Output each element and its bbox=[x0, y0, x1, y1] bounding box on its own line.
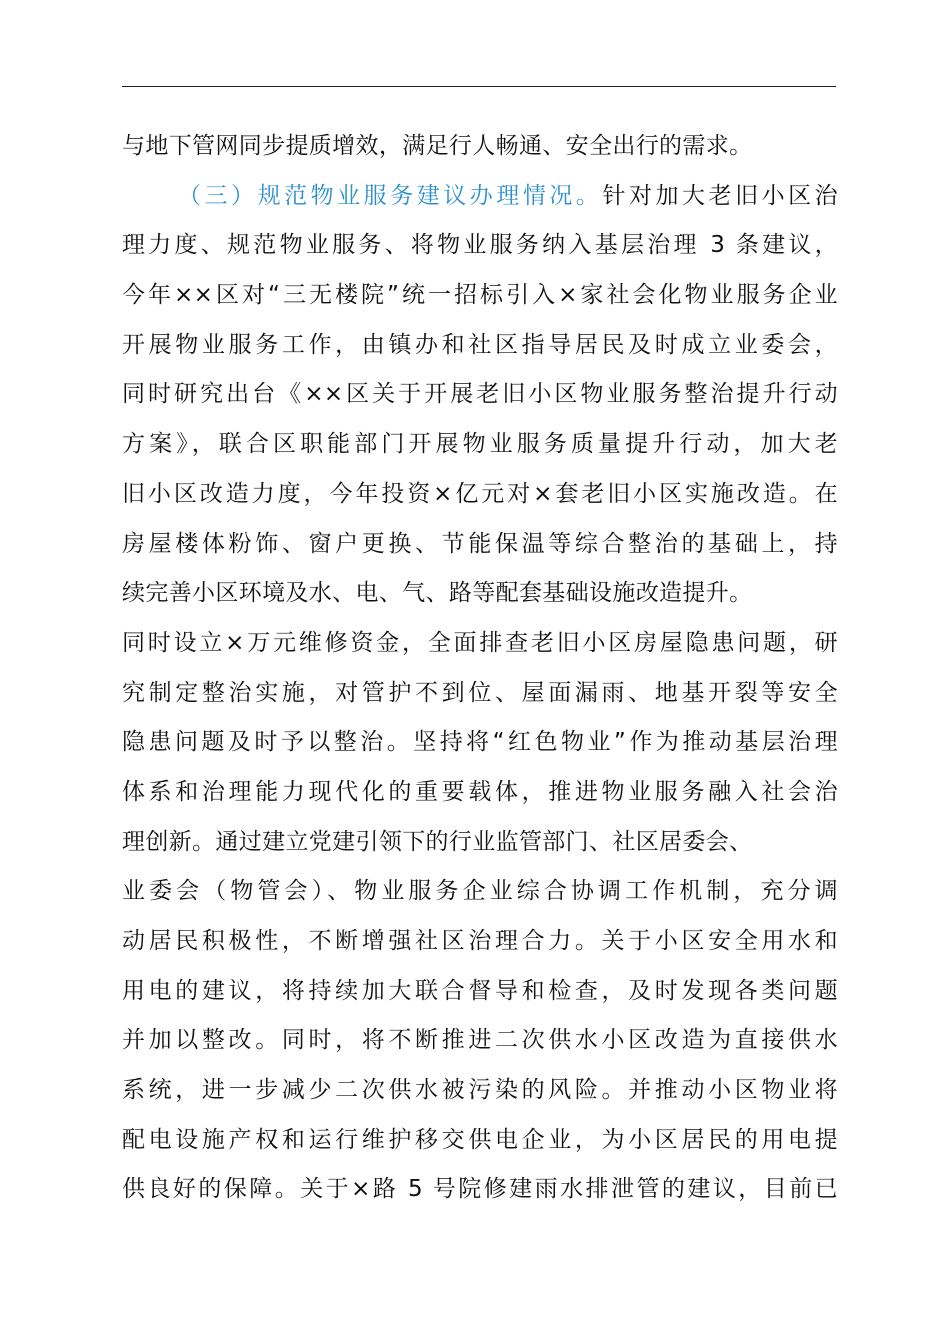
text-line-fragment: 针对加大老旧小区治 bbox=[602, 182, 838, 209]
text-line: 与地下管网同步提质增效，满足行人畅通、安全出行的需求。 bbox=[122, 133, 753, 159]
text-line: 房屋楼体粉饰、窗户更换、节能保温等综合整治的基础上，持 bbox=[122, 530, 838, 557]
text-line: 配电设施产权和运行维护移交供电企业，为小区居民的用电提 bbox=[122, 1126, 838, 1153]
text-line: 今年××区对“三无楼院”统一招标引入×家社会化物业服务企业 bbox=[122, 282, 838, 309]
text-line: 续完善小区环境及水、电、气、路等配套基础设施改造提升。 bbox=[122, 580, 753, 607]
text-line: 究制定整治实施，对管护不到位、屋面漏雨、地基开裂等安全 bbox=[122, 679, 838, 706]
text-line: 隐患问题及时予以整治。坚持将“红色物业”作为推动基层治理 bbox=[122, 729, 838, 756]
text-line: 理力度、规范物业服务、将物业服务纳入基层治理 3 条建议， bbox=[122, 232, 838, 259]
text-line: 系统，进一步减少二次供水被污染的风险。并推动小区物业将 bbox=[122, 1077, 838, 1104]
text-line: 方案》，联合区职能部门开展物业服务质量提升行动，加大老 bbox=[122, 431, 838, 458]
text-line: 同时设立×万元维修资金，全面排查老旧小区房屋隐患问题，研 bbox=[122, 629, 838, 656]
text-line: 并加以整改。同时，将不断推进二次供水小区改造为直接供水 bbox=[122, 1027, 838, 1054]
text-line: 旧小区改造力度，今年投资×亿元对×套老旧小区实施改造。在 bbox=[122, 480, 838, 507]
text-line: 体系和治理能力现代化的重要载体，推进物业服务融入社会治 bbox=[122, 778, 838, 805]
text-line: 用电的建议，将持续加大联合督导和检查，及时发现各类问题 bbox=[122, 977, 838, 1004]
text-line: 开展物业服务工作，由镇办和社区指导居民及时成立业委会， bbox=[122, 331, 838, 358]
body-text bbox=[122, 122, 838, 1215]
text-line: 业委会（物管会）、物业服务企业综合协调工作机制，充分调 bbox=[122, 878, 838, 905]
text-line: 理创新。通过建立党建引领下的行业监管部门、社区居委会、 bbox=[122, 828, 753, 855]
text-line: 供良好的保障。关于×路 5 号院修建雨水排泄管的建议，目前已 bbox=[122, 1176, 838, 1203]
header-rule bbox=[122, 86, 836, 87]
section-heading-line bbox=[122, 172, 838, 222]
text-line: 动居民积极性，不断增强社区治理合力。关于小区安全用水和 bbox=[122, 928, 838, 954]
section-heading: （三）规范物业服务建议办理情况。 bbox=[178, 182, 603, 209]
text-line: 同时研究出台《××区关于开展老旧小区物业服务整治提升行动 bbox=[122, 381, 838, 408]
